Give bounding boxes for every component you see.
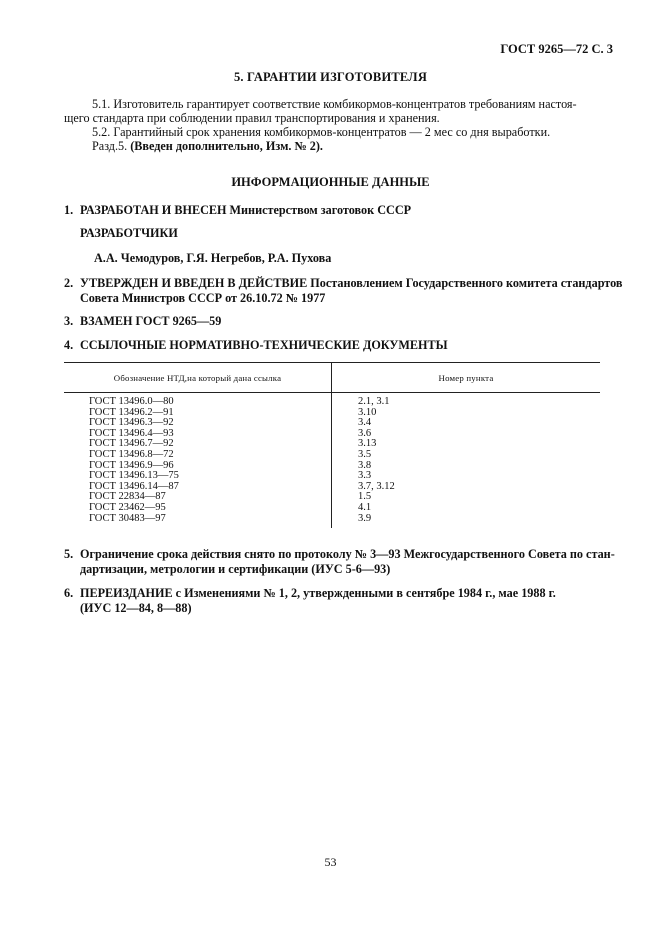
page-header: ГОСТ 9265—72 С. 3 — [500, 42, 613, 56]
table-cell-clause: 3.4 — [358, 417, 372, 429]
table-cell-clause: 3.5 — [358, 448, 372, 460]
table-cell-document: ГОСТ 13496.3—92 — [89, 417, 174, 429]
column-header-clause: Номер пункта — [332, 363, 601, 393]
table-cell-clause: 3.8 — [358, 459, 372, 471]
table-cell-document: ГОСТ 13496.4—93 — [89, 427, 174, 439]
item-text-line2: (ИУС 12—84, 8—88) — [80, 601, 192, 615]
table-cell-document: ГОСТ 13496.2—91 — [89, 406, 174, 418]
table-cell-document: ГОСТ 30483—97 — [89, 512, 166, 524]
item-number: 5. — [64, 547, 74, 561]
item-number: 3. — [64, 314, 74, 328]
table-cell-clause: 3.10 — [358, 406, 377, 418]
paragraph-5-1-line1: 5.1. Изготовитель гарантирует соответствие комбикормов-концентратов требованиям настоя- — [92, 97, 577, 111]
table-cell-document: ГОСТ 13496.7—92 — [89, 438, 174, 450]
table-cell-clause: 2.1, 3.1 — [358, 396, 390, 407]
table-body-row — [64, 393, 600, 529]
item-text-line1: ПЕРЕИЗДАНИЕ с Изменениями № 1, 2, утвержденными в сентябре 1984 г., мае 1988 г. — [80, 586, 556, 600]
paragraph-5-2: 5.2. Гарантийный срок хранения комбикормов-концентратов — 2 мес со дня выработки. — [92, 125, 551, 139]
developers-names: А.А. Чемодуров, Г.Я. Негребов, Р.А. Пухова — [94, 251, 332, 265]
table-cell-document: ГОСТ 13496.8—72 — [89, 448, 174, 460]
item-text-line1: УТВЕРЖДЕН И ВВЕДЕН В ДЕЙСТВИЕ Постановлением Государственного комитета стандартов — [80, 276, 623, 290]
section-5-note — [92, 139, 323, 153]
info-item-5 — [64, 547, 615, 577]
clause-list — [332, 393, 600, 528]
page-number: 53 — [324, 855, 337, 869]
item-text-line2: Совета Министров СССР от 26.10.72 № 1977 — [80, 291, 326, 305]
references-table — [64, 362, 600, 528]
item-text-line1: Ограничение срока действия снято по протоколу № 3—93 Межгосударственного Совета по стан- — [80, 547, 615, 561]
developers-label: РАЗРАБОТЧИКИ — [80, 226, 178, 240]
note-prefix: Разд.5. — [92, 139, 128, 153]
info-data-title: ИНФОРМАЦИОННЫЕ ДАННЫЕ — [231, 175, 430, 189]
item-text-line2: дартизации, метрологии и сертификации (ИУС 5-6—93) — [80, 562, 391, 576]
table-cell-clause: 3.3 — [358, 470, 372, 482]
table-cell-clause: 3.13 — [358, 438, 377, 450]
item-text: ВЗАМЕН ГОСТ 9265—59 — [80, 314, 222, 328]
table-cell-clause: 3.9 — [358, 512, 372, 524]
item-number: 4. — [64, 338, 74, 352]
table-cell-document: ГОСТ 13496.14—87 — [89, 480, 179, 492]
note-amendment: (Введен дополнительно, Изм. № 2). — [130, 139, 323, 153]
info-item-6 — [64, 586, 556, 616]
table-cell-clause: 4.1 — [358, 501, 372, 513]
info-item-1 — [64, 203, 411, 218]
section-5-title: 5. ГАРАНТИИ ИЗГОТОВИТЕЛЯ — [233, 70, 428, 84]
table-cell-document: ГОСТ 13496.0—80 — [89, 396, 174, 407]
item-text: РАЗРАБОТАН И ВНЕСЕН Министерством заготовок СССР — [80, 203, 412, 217]
table-cell-document: ГОСТ 23462—95 — [89, 501, 166, 513]
paragraph-5-1-line2: щего стандарта при соблюдении правил транспортирования и хранения. — [64, 111, 440, 125]
table-cell-document: ГОСТ 13496.9—96 — [89, 459, 174, 471]
table-cell-clause: 3.7, 3.12 — [358, 480, 395, 492]
info-item-3 — [64, 314, 221, 329]
item-number: 6. — [64, 586, 74, 600]
item-number: 1. — [64, 203, 74, 217]
table-cell-document: ГОСТ 22834—87 — [89, 491, 166, 503]
item-number: 2. — [64, 276, 74, 290]
info-item-2 — [64, 276, 623, 306]
table-header-row — [64, 363, 600, 393]
item-text: ССЫЛОЧНЫЕ НОРМАТИВНО-ТЕХНИЧЕСКИЕ ДОКУМЕНТЫ — [80, 338, 448, 352]
table-cell-document: ГОСТ 13496.13—75 — [89, 470, 179, 482]
info-item-4 — [64, 338, 448, 353]
table-cell-clause: 1.5 — [358, 491, 372, 503]
column-header-document: Обозначение НТД,на который дана ссылка — [64, 363, 332, 393]
document-list — [64, 393, 331, 528]
table-cell-clause: 3.6 — [358, 427, 372, 439]
